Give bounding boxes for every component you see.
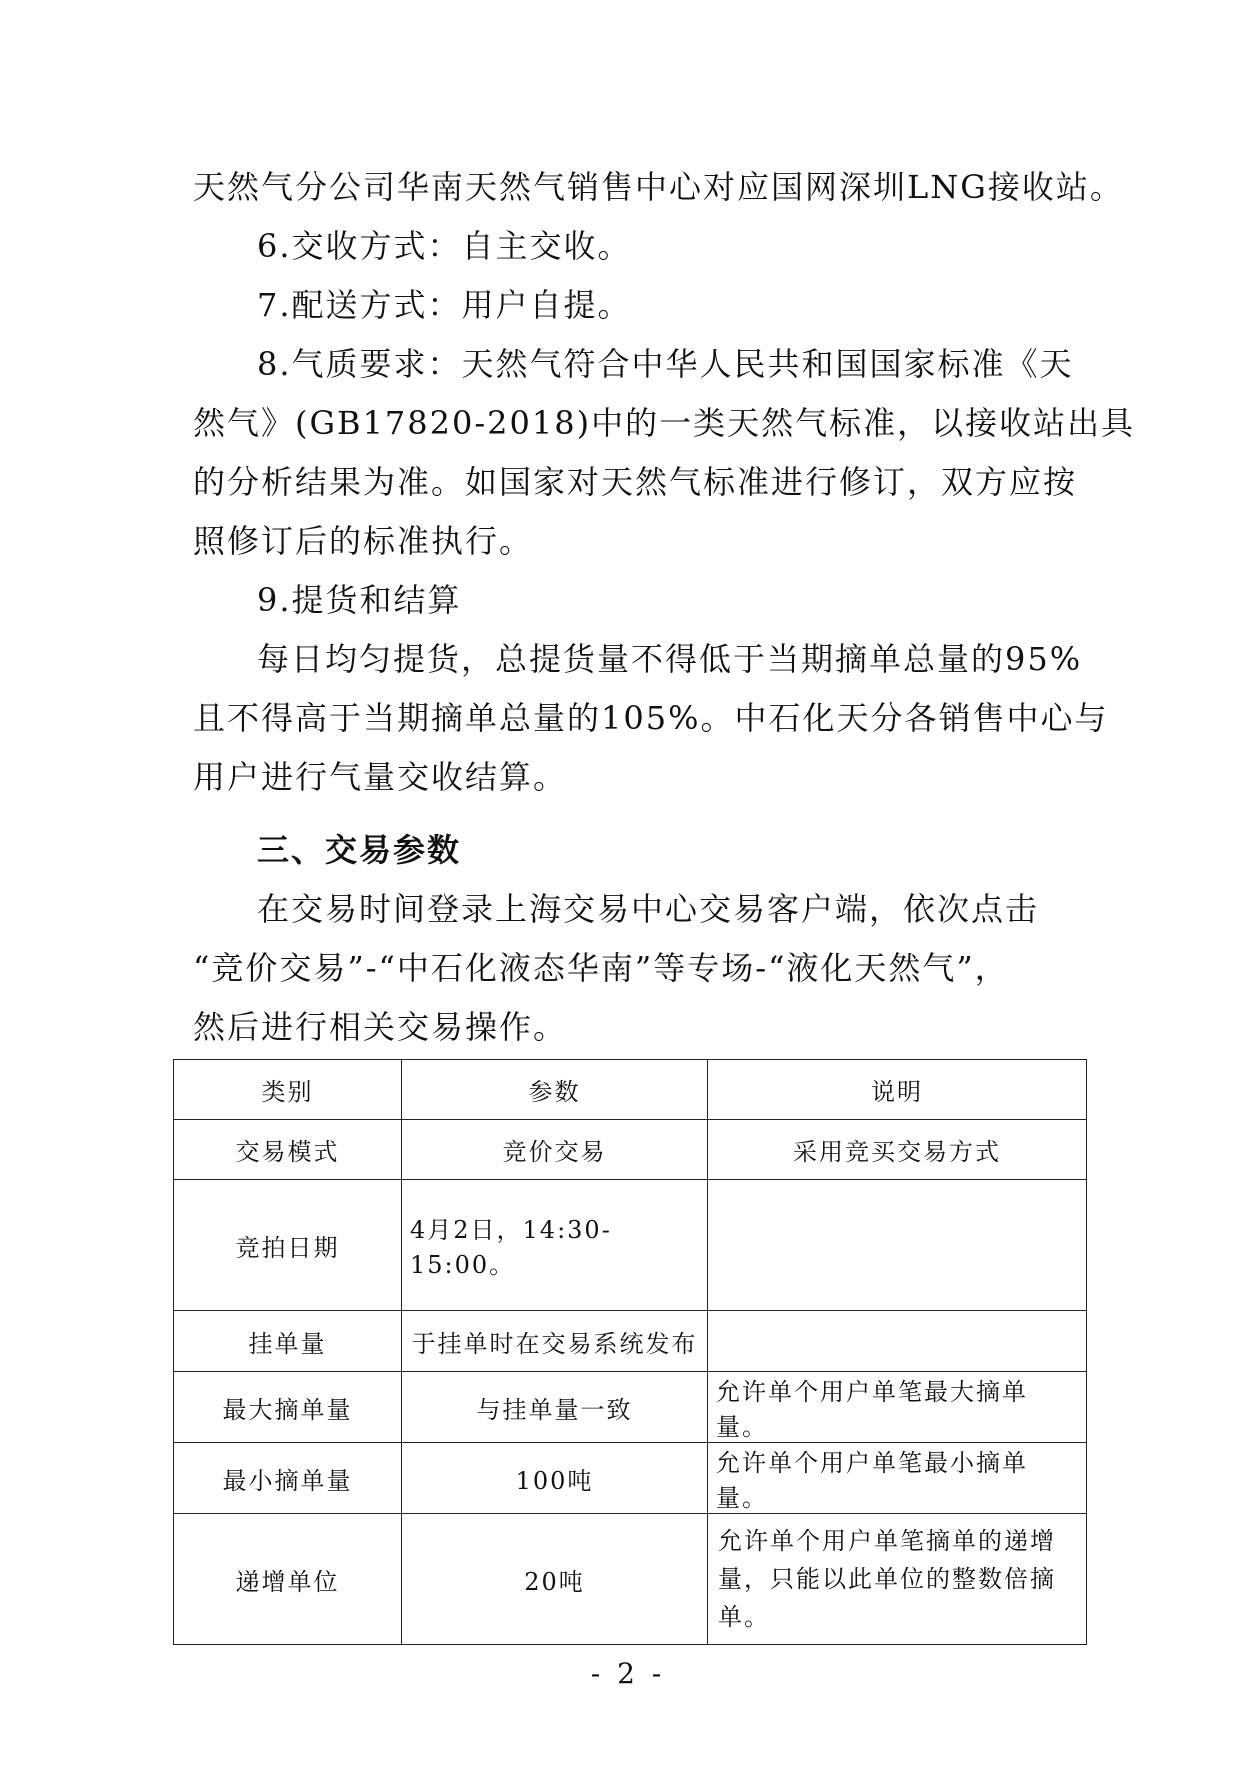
paragraph-gas-quality-line-3: 的分析结果为准。如国家对天然气标准进行修订，双方应按	[193, 463, 1078, 501]
paragraph-line: 天然气分公司华南天然气销售中心对应国网深圳LNG接收站。	[193, 168, 1124, 206]
table-cell-param: 与挂单量一致	[402, 1372, 708, 1443]
table-cell-category: 最大摘单量	[174, 1372, 402, 1443]
table-cell-category: 竞拍日期	[174, 1180, 402, 1311]
paragraph-pickup-line-2: 且不得高于当期摘单总量的105%。中石化天分各销售中心与	[193, 699, 1109, 737]
table-header-param: 参数	[402, 1060, 708, 1120]
table-cell-param: 4月2日，14:30-15:00。	[402, 1180, 708, 1311]
table-cell-param: 100吨	[402, 1443, 708, 1514]
table-cell-desc	[708, 1311, 1087, 1372]
table-cell-desc-line-2: 量，只能以此单位的整数倍摘单。	[718, 1565, 1056, 1631]
table-cell-category: 交易模式	[174, 1120, 402, 1180]
page-number: - 2 -	[590, 1657, 666, 1690]
paragraph-trading-line-2: “竞价交易”-“中石化液态华南”等专场-“液化天然气”，	[193, 949, 1009, 987]
table-row	[174, 1443, 1087, 1514]
table-cell-desc	[708, 1514, 1087, 1645]
table-cell-category: 递增单位	[174, 1514, 402, 1645]
body-text	[193, 158, 1136, 1057]
table-row	[174, 1120, 1087, 1180]
table-cell-category: 最小摘单量	[174, 1443, 402, 1514]
paragraph-pickup-line-3: 用户进行气量交收结算。	[193, 758, 568, 796]
paragraph-gas-quality-line-4: 照修订后的标准执行。	[193, 522, 534, 560]
table-cell-desc: 允许单个用户单笔最小摘单量。	[708, 1443, 1087, 1514]
paragraph-shipping-method: 7.配送方式：用户自提。	[257, 286, 632, 324]
table-cell-param: 于挂单时在交易系统发布	[402, 1311, 708, 1372]
table-cell-desc: 允许单个用户单笔最大摘单量。	[708, 1372, 1087, 1443]
paragraph-delivery-method: 6.交收方式：自主交收。	[257, 227, 632, 265]
table-cell-category: 挂单量	[174, 1311, 402, 1372]
table-cell-param: 20吨	[402, 1514, 708, 1645]
table-row	[174, 1372, 1087, 1443]
table-cell-param: 竞价交易	[402, 1120, 708, 1180]
table-row	[174, 1311, 1087, 1372]
paragraph-pickup-line-1: 每日均匀提货，总提货量不得低于当期摘单总量的95%	[257, 640, 1083, 678]
table-header-row	[174, 1060, 1087, 1120]
trading-parameters-table	[173, 1059, 1087, 1645]
paragraph-trading-line-3: 然后进行相关交易操作。	[193, 1008, 568, 1046]
section-heading: 三、交易参数	[257, 831, 462, 869]
table-cell-desc	[708, 1180, 1087, 1311]
table-cell-desc-line-1: 允许单个用户单笔摘单的递增	[718, 1527, 1056, 1555]
paragraph-gas-quality-line-1: 8.气质要求：天然气符合中华人民共和国国家标准《天	[257, 345, 1074, 383]
table-header-category: 类别	[174, 1060, 402, 1120]
paragraph-gas-quality-line-2: 然气》(GB17820-2018)中的一类天然气标准，以接收站出具	[193, 404, 1136, 442]
table-cell-desc: 采用竞买交易方式	[708, 1120, 1087, 1180]
table-header-desc: 说明	[708, 1060, 1087, 1120]
table-row	[174, 1180, 1087, 1311]
paragraph-pickup-settlement: 9.提货和结算	[257, 581, 462, 619]
table-row	[174, 1514, 1087, 1645]
paragraph-trading-line-1: 在交易时间登录上海交易中心交易客户端，依次点击	[257, 890, 1040, 928]
